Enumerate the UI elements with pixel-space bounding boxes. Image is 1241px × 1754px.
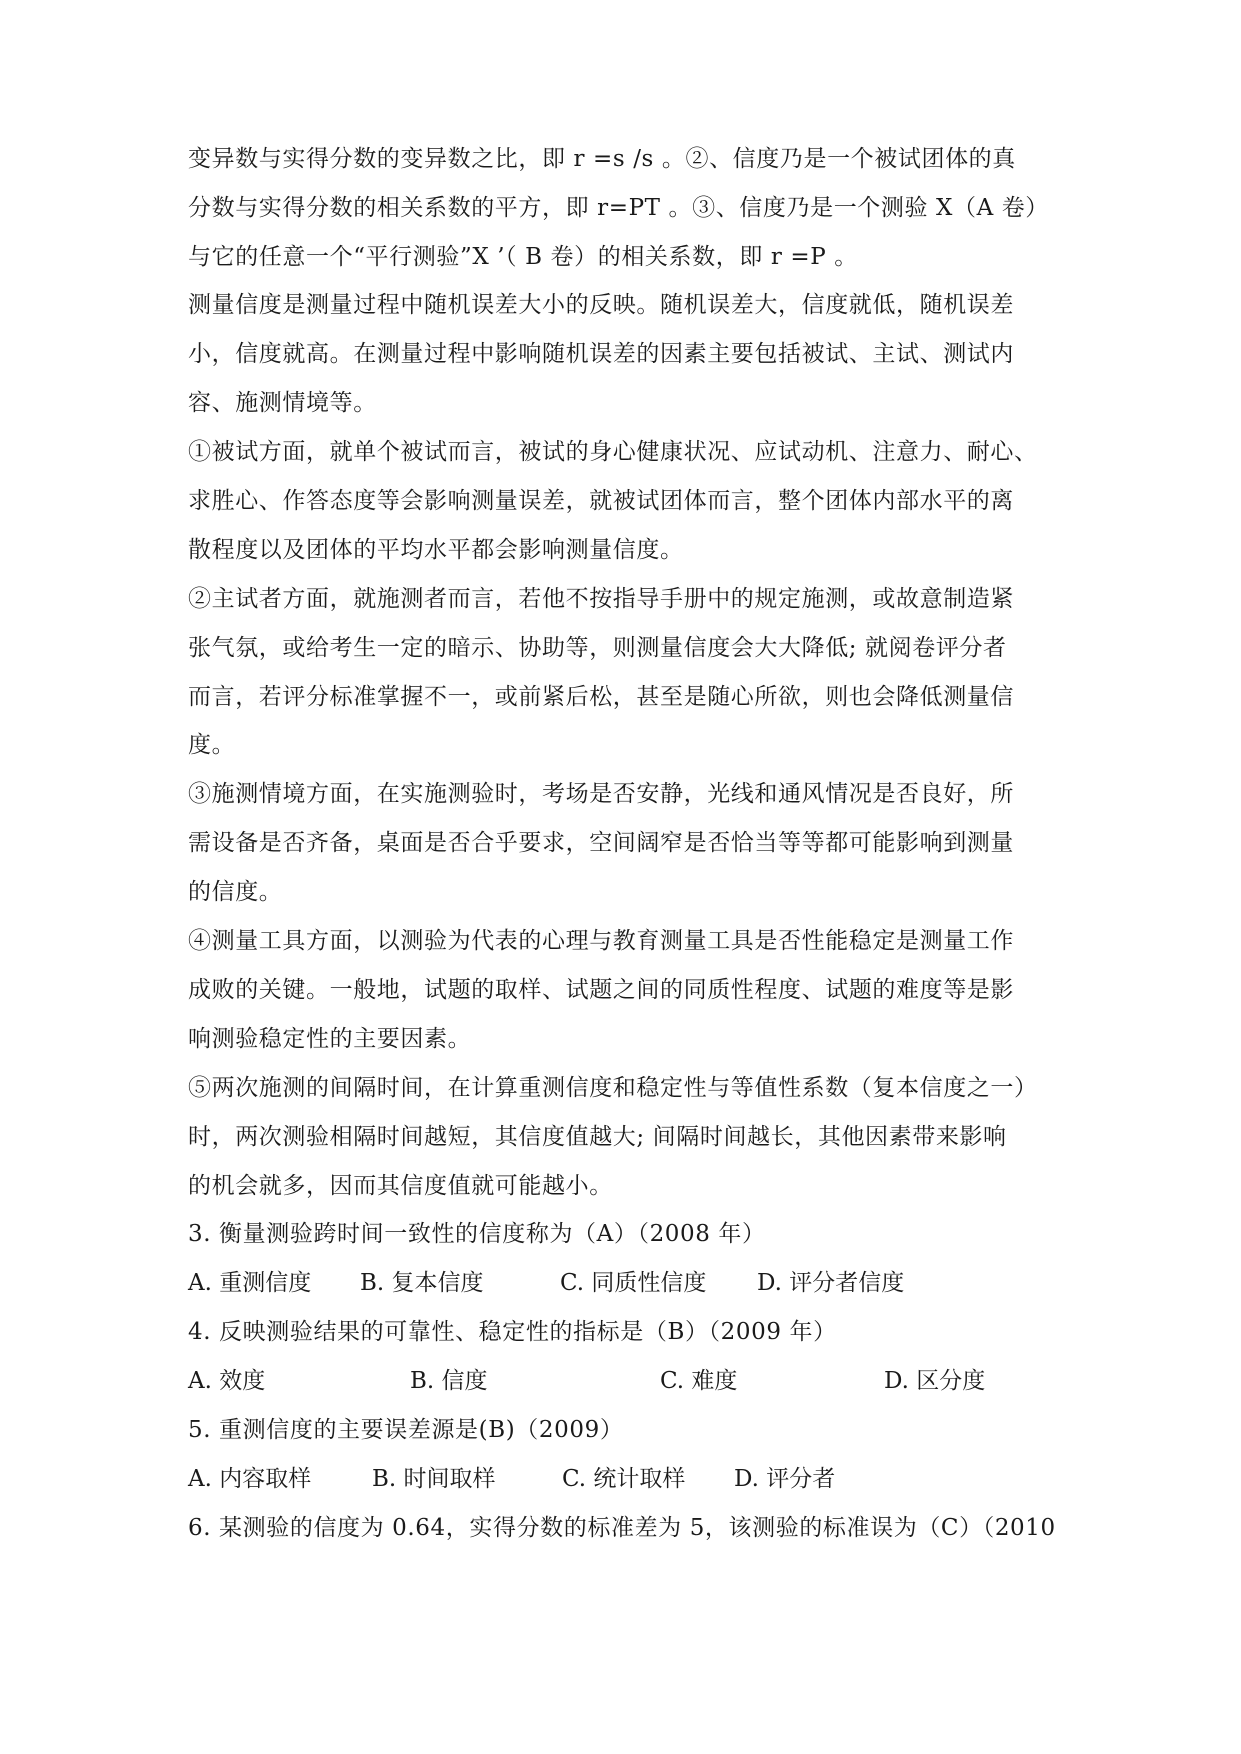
text-line: 的信度。	[188, 879, 283, 905]
answer-option: A. 内容取样	[188, 1466, 312, 1492]
text-line: 而言，若评分标准掌握不一，或前紧后松，甚至是随心所欲，则也会降低测量信	[188, 684, 1014, 710]
answer-option: C. 同质性信度	[560, 1270, 707, 1296]
question-stem: 3. 衡量测验跨时间一致性的信度称为（A）（2008 年）	[188, 1221, 766, 1247]
text-line: ③施测情境方面，在实施测验时，考场是否安静，光线和通风情况是否良好，所	[188, 781, 1014, 807]
answer-option: A. 效度	[188, 1368, 266, 1394]
text-line: 时，两次测验相隔时间越短，其信度值越大; 间隔时间越长，其他因素带来影响	[188, 1124, 1007, 1150]
answer-option: C. 难度	[660, 1368, 738, 1394]
answer-option: C. 统计取样	[562, 1466, 686, 1492]
text-line: 变异数与实得分数的变异数之比，即 r =s /s 。②、信度乃是一个被试团体的真	[188, 146, 1016, 172]
answer-option: D. 评分者信度	[757, 1270, 905, 1296]
answer-option: D. 评分者	[734, 1466, 836, 1492]
text-line: 散程度以及团体的平均水平都会影响测量信度。	[188, 537, 684, 563]
text-line: ④测量工具方面，以测验为代表的心理与教育测量工具是否性能稳定是测量工作	[188, 928, 1014, 954]
text-line: ⑤两次施测的间隔时间，在计算重测信度和稳定性与等值性系数（复本信度之一）	[188, 1075, 1038, 1101]
text-line: 分数与实得分数的相关系数的平方，即 r=PT 。③、信度乃是一个测验 X（A 卷）	[188, 195, 1049, 221]
text-line: 与它的任意一个“平行测验”X ’（ B 卷）的相关系数，即 r =P 。	[188, 244, 858, 270]
text-line: ②主试者方面，就施测者而言，若他不按指导手册中的规定施测，或故意制造紧	[188, 586, 1014, 612]
text-line: 度。	[188, 732, 236, 758]
text-line: 需设备是否齐备，桌面是否合乎要求，空间阔窄是否恰当等等都可能影响到测量	[188, 830, 1014, 856]
answer-option: A. 重测信度	[188, 1270, 312, 1296]
text-line: 成败的关键。一般地，试题的取样、试题之间的同质性程度、试题的难度等是影	[188, 977, 1014, 1003]
text-line: 求胜心、作答态度等会影响测量误差，就被试团体而言，整个团体内部水平的离	[188, 488, 1014, 514]
answer-option: B. 复本信度	[360, 1270, 484, 1296]
answer-option: D. 区分度	[884, 1368, 986, 1394]
text-line: 的机会就多，因而其信度值就可能越小。	[188, 1173, 613, 1199]
text-line: 响测验稳定性的主要因素。	[188, 1026, 472, 1052]
text-line: 容、施测情境等。	[188, 390, 377, 416]
question-stem: 4. 反映测验结果的可靠性、稳定性的指标是（B）（2009 年）	[188, 1319, 837, 1345]
answer-option: B. 时间取样	[372, 1466, 496, 1492]
answer-option: B. 信度	[410, 1368, 488, 1394]
question-stem: 5. 重测信度的主要误差源是(B)（2009）	[188, 1417, 624, 1443]
text-line: ①被试方面，就单个被试而言，被试的身心健康状况、应试动机、注意力、耐心、	[188, 439, 1038, 465]
text-line: 测量信度是测量过程中随机误差大小的反映。随机误差大，信度就低，随机误差	[188, 292, 1014, 318]
text-line: 小，信度就高。在测量过程中影响随机误差的因素主要包括被试、主试、测试内	[188, 341, 1014, 367]
text-line: 张气氛，或给考生一定的暗示、协助等，则测量信度会大大降低; 就阅卷评分者	[188, 635, 1007, 661]
question-stem: 6. 某测验的信度为 0.64，实得分数的标准差为 5，该测验的标准误为（C）（2010	[188, 1515, 1056, 1541]
